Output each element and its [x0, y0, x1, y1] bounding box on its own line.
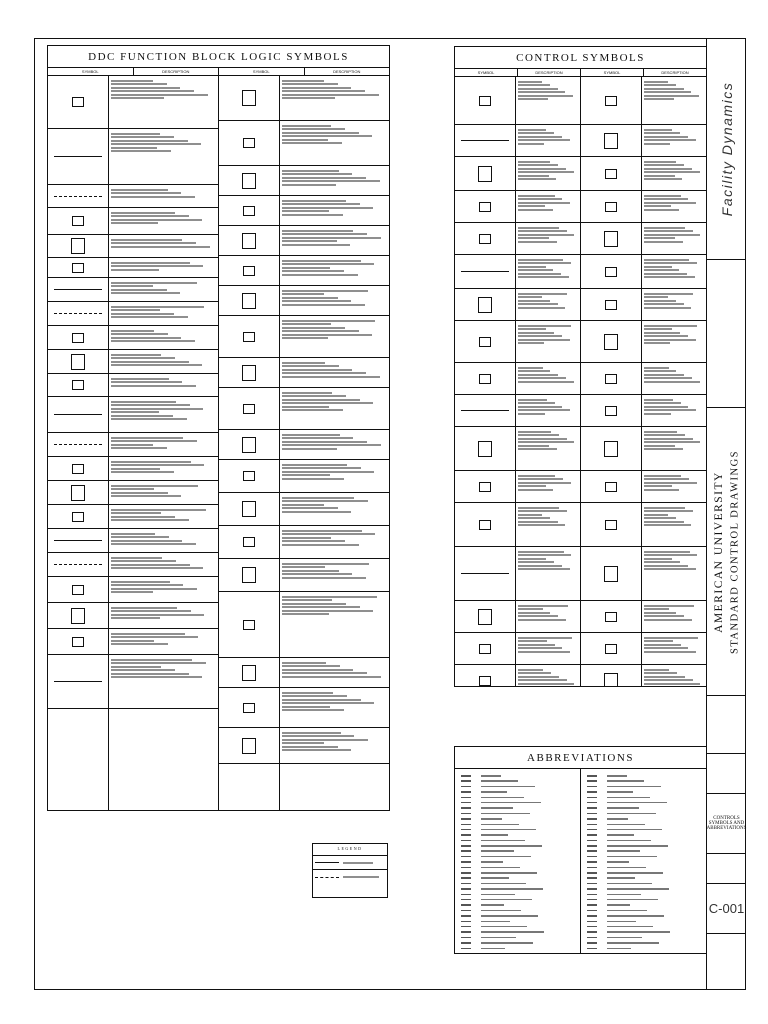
- abbr-row: [587, 946, 700, 951]
- symbol-cell: [581, 665, 641, 687]
- description-cell: [109, 278, 218, 302]
- symbol-cell: [455, 77, 515, 125]
- description-cell: [516, 321, 580, 363]
- col-description-header-2: DESCRIPTION: [333, 69, 361, 74]
- symbol-cell: [581, 547, 641, 601]
- description-cell: [109, 76, 218, 129]
- symbol-cell: [581, 427, 641, 471]
- description-cell: [280, 358, 389, 388]
- symbol-cell: [581, 223, 641, 255]
- symbol-glyph: [54, 289, 102, 290]
- symbol-glyph: [54, 444, 102, 445]
- description-cell: [280, 592, 389, 658]
- symbol-glyph: [243, 404, 255, 414]
- symbol-cell: [455, 125, 515, 157]
- logo-cell: [707, 38, 746, 260]
- description-cell: [642, 395, 706, 427]
- symbol-cell: [581, 321, 641, 363]
- description-cells: [280, 76, 389, 810]
- description-cell: [642, 157, 706, 191]
- description-cell: [109, 185, 218, 208]
- control-panel-title: CONTROL SYMBOLS: [455, 47, 706, 69]
- symbol-glyph: [604, 673, 618, 688]
- symbol-cell: [581, 363, 641, 395]
- symbol-glyph: [604, 133, 618, 149]
- symbol-cell: [455, 191, 515, 223]
- description-cell: [642, 427, 706, 471]
- symbol-glyph: [242, 665, 256, 681]
- symbol-cell: [581, 157, 641, 191]
- symbol-cell: [48, 529, 108, 553]
- symbol-glyph: [54, 156, 102, 157]
- symbol-glyph: [72, 464, 84, 474]
- description-cell: [642, 601, 706, 633]
- description-cell: [109, 397, 218, 433]
- legend-title: LEGEND: [313, 844, 387, 856]
- symbol-glyph: [604, 334, 618, 350]
- description-cell: [280, 286, 389, 316]
- symbol-cell: [48, 433, 108, 457]
- title-block: [706, 38, 746, 990]
- symbol-glyph: [242, 501, 256, 517]
- legend-box: [312, 843, 388, 898]
- description-cell: [280, 526, 389, 559]
- symbol-glyph: [478, 441, 492, 457]
- blank-cell: [707, 260, 746, 408]
- description-cell: [516, 601, 580, 633]
- project-line-2: STANDARD CONTROL DRAWINGS: [729, 449, 740, 654]
- symbol-glyph: [478, 609, 492, 625]
- ddc-symbols-panel: [47, 45, 390, 811]
- description-cell: [109, 433, 218, 457]
- description-cell: [642, 191, 706, 223]
- symbol-cell: [219, 658, 279, 688]
- symbol-glyph: [71, 354, 85, 370]
- symbol-cell: [219, 728, 279, 764]
- col-symbol-header-2: SYMBOL: [581, 69, 644, 76]
- symbol-cells: [219, 76, 280, 810]
- symbol-cell: [48, 258, 108, 278]
- description-cell: [109, 553, 218, 577]
- symbol-cell: [455, 157, 515, 191]
- description-cell: [516, 427, 580, 471]
- symbol-cell: [455, 665, 515, 687]
- symbol-glyph: [242, 90, 256, 106]
- symbol-cell: [48, 457, 108, 481]
- description-cell: [642, 223, 706, 255]
- symbol-cell: [219, 559, 279, 592]
- symbol-glyph: [605, 482, 617, 492]
- description-cell: [516, 125, 580, 157]
- description-cell: [516, 471, 580, 503]
- description-cells: [516, 77, 580, 686]
- description-cell: [516, 191, 580, 223]
- symbol-glyph: [479, 374, 491, 384]
- symbol-glyph: [243, 266, 255, 276]
- symbol-cell: [219, 493, 279, 526]
- col-symbol-header-2: SYMBOL: [219, 68, 305, 75]
- description-cell: [109, 258, 218, 278]
- symbol-cell: [455, 395, 515, 427]
- symbol-glyph: [479, 234, 491, 244]
- company-logo: Facility Dynamics: [718, 81, 735, 216]
- symbol-glyph: [605, 267, 617, 277]
- symbol-cell: [219, 358, 279, 388]
- description-cell: [280, 166, 389, 196]
- symbol-glyph: [243, 332, 255, 342]
- symbol-cell: [455, 471, 515, 503]
- symbol-glyph: [605, 96, 617, 106]
- control-left-column: [455, 77, 581, 686]
- symbol-cell: [48, 302, 108, 326]
- description-cell: [280, 196, 389, 226]
- control-symbols-panel: [454, 46, 707, 687]
- symbol-cell: [48, 76, 108, 129]
- description-cell: [280, 388, 389, 430]
- description-cell: [280, 460, 389, 493]
- description-cell: [280, 121, 389, 166]
- symbol-cell: [581, 395, 641, 427]
- symbol-cell: [455, 427, 515, 471]
- col-symbol-header: SYMBOL: [48, 68, 134, 75]
- description-cell: [516, 503, 580, 547]
- symbol-glyph: [461, 140, 509, 141]
- symbol-cell: [455, 223, 515, 255]
- description-cell: [280, 688, 389, 728]
- symbol-cells: [455, 77, 516, 686]
- symbol-cell: [48, 208, 108, 235]
- symbol-cell: [581, 255, 641, 289]
- sheet-title: CONTROLS SYMBOLS AND ABBREVIATIONS: [706, 816, 747, 831]
- description-cell: [280, 430, 389, 460]
- description-cell: [109, 505, 218, 529]
- symbol-glyph: [605, 644, 617, 654]
- ddc-right-column: [219, 76, 389, 810]
- symbol-cell: [219, 166, 279, 196]
- description-cell: [280, 658, 389, 688]
- symbol-glyph: [604, 231, 618, 247]
- description-cell: [109, 302, 218, 326]
- symbol-glyph: [243, 471, 255, 481]
- scale-cell: [707, 854, 746, 884]
- symbol-cell: [219, 592, 279, 658]
- symbol-glyph: [54, 564, 102, 565]
- description-cell: [280, 493, 389, 526]
- symbol-cell: [219, 388, 279, 430]
- symbol-cell: [48, 655, 108, 709]
- description-cell: [516, 665, 580, 687]
- symbol-glyph: [242, 738, 256, 754]
- abbr-right-column: [581, 769, 706, 953]
- symbol-cell: [219, 121, 279, 166]
- symbol-cell: [455, 601, 515, 633]
- description-cell: [642, 321, 706, 363]
- description-cell: [642, 471, 706, 503]
- description-cell: [109, 603, 218, 629]
- description-cells: [642, 77, 706, 686]
- col-description-header: DESCRIPTION: [518, 69, 581, 76]
- col-symbol-header: SYMBOL: [455, 69, 518, 76]
- ddc-panel-title: DDC FUNCTION BLOCK LOGIC SYMBOLS: [48, 46, 389, 68]
- symbol-cell: [48, 505, 108, 529]
- symbol-glyph: [478, 297, 492, 313]
- symbol-cell: [48, 629, 108, 655]
- description-cell: [280, 559, 389, 592]
- symbol-glyph: [479, 520, 491, 530]
- symbol-cell: [455, 255, 515, 289]
- symbol-glyph: [605, 300, 617, 310]
- symbol-glyph: [604, 566, 618, 582]
- description-cell: [516, 633, 580, 665]
- symbol-glyph: [54, 414, 102, 415]
- col-description-header-2: DESCRIPTION: [661, 70, 689, 75]
- symbol-cell: [48, 481, 108, 505]
- description-cell: [516, 223, 580, 255]
- description-cell: [516, 363, 580, 395]
- symbol-cell: [219, 196, 279, 226]
- symbol-cell: [48, 129, 108, 185]
- symbol-glyph: [242, 173, 256, 189]
- description-cell: [109, 374, 218, 397]
- symbol-cell: [48, 603, 108, 629]
- symbol-glyph: [478, 166, 492, 182]
- abbreviations-panel: [454, 746, 707, 954]
- symbol-cell: [48, 235, 108, 258]
- symbol-cell: [581, 191, 641, 223]
- symbol-cell: [581, 471, 641, 503]
- description-cell: [109, 350, 218, 374]
- symbol-glyph: [71, 608, 85, 624]
- symbol-glyph: [461, 410, 509, 411]
- symbol-glyph: [72, 333, 84, 343]
- description-cell: [642, 503, 706, 547]
- symbol-glyph: [479, 676, 491, 686]
- symbol-cell: [48, 350, 108, 374]
- ddc-left-column: [48, 76, 219, 810]
- symbol-glyph: [72, 263, 84, 273]
- symbol-glyph: [72, 380, 84, 390]
- ddc-column-headers: [48, 68, 389, 76]
- symbol-glyph: [54, 540, 102, 541]
- legend-row-1: [313, 856, 387, 870]
- symbol-cell: [581, 125, 641, 157]
- symbol-glyph: [243, 703, 255, 713]
- symbol-cell: [219, 526, 279, 559]
- symbol-glyph: [54, 681, 102, 682]
- symbol-glyph: [72, 97, 84, 107]
- symbol-cell: [581, 633, 641, 665]
- symbol-glyph: [72, 585, 84, 595]
- description-cell: [516, 395, 580, 427]
- abbr-panel-title: ABBREVIATIONS: [455, 747, 706, 769]
- description-cell: [642, 547, 706, 601]
- sheet-title-cell: [707, 794, 746, 854]
- symbol-cell: [48, 185, 108, 208]
- symbol-glyph: [242, 437, 256, 453]
- description-cell: [642, 125, 706, 157]
- description-cell: [109, 529, 218, 553]
- symbol-cell: [581, 601, 641, 633]
- project-name-cell: [707, 408, 746, 696]
- symbol-cell: [455, 321, 515, 363]
- symbol-cell: [48, 278, 108, 302]
- description-cell: [109, 577, 218, 603]
- symbol-glyph: [479, 96, 491, 106]
- symbol-glyph: [479, 482, 491, 492]
- symbol-cell: [455, 547, 515, 601]
- description-cell: [280, 728, 389, 764]
- symbol-cell: [581, 289, 641, 321]
- description-cell: [642, 665, 706, 687]
- description-cell: [109, 655, 218, 709]
- legend-row-2: [313, 870, 387, 884]
- symbol-glyph: [605, 406, 617, 416]
- symbol-glyph: [461, 573, 509, 574]
- description-cell: [516, 547, 580, 601]
- control-right-column: [581, 77, 706, 686]
- symbol-cells: [48, 76, 109, 810]
- symbol-glyph: [54, 196, 102, 197]
- symbol-glyph: [605, 202, 617, 212]
- description-cells: [109, 76, 218, 810]
- symbol-glyph: [605, 169, 617, 179]
- symbol-glyph: [242, 365, 256, 381]
- description-cell: [516, 77, 580, 125]
- description-cell: [642, 289, 706, 321]
- symbol-glyph: [242, 233, 256, 249]
- symbol-cell: [219, 316, 279, 358]
- symbol-cell: [581, 503, 641, 547]
- symbol-glyph: [461, 271, 509, 272]
- symbol-glyph: [479, 337, 491, 347]
- symbol-glyph: [72, 512, 84, 522]
- symbol-glyph: [604, 441, 618, 457]
- symbol-cell: [455, 633, 515, 665]
- symbol-glyph: [605, 520, 617, 530]
- control-column-headers: [455, 69, 706, 77]
- description-cell: [516, 289, 580, 321]
- symbol-cell: [219, 430, 279, 460]
- symbol-glyph: [242, 567, 256, 583]
- description-cell: [280, 256, 389, 286]
- abbr-left-column: [455, 769, 581, 953]
- description-cell: [109, 629, 218, 655]
- description-cell: [109, 129, 218, 185]
- symbol-glyph: [72, 637, 84, 647]
- symbol-cell: [219, 688, 279, 728]
- description-cell: [109, 208, 218, 235]
- symbol-glyph: [243, 138, 255, 148]
- revision-cell: [707, 696, 746, 754]
- symbol-cell: [219, 256, 279, 286]
- description-cell: [280, 226, 389, 256]
- symbol-glyph: [242, 293, 256, 309]
- symbol-glyph: [71, 485, 85, 501]
- description-cell: [642, 633, 706, 665]
- symbol-glyph: [71, 238, 85, 254]
- sheet-number: C-001: [708, 901, 745, 916]
- sheet-number-cell: [707, 884, 746, 934]
- abbr-row: [461, 946, 574, 951]
- description-cell: [516, 255, 580, 289]
- description-cell: [280, 316, 389, 358]
- symbol-glyph: [605, 374, 617, 384]
- symbol-cell: [219, 286, 279, 316]
- symbol-cell: [48, 397, 108, 433]
- description-cell: [642, 363, 706, 395]
- dwg-info-cell: [707, 754, 746, 794]
- symbol-glyph: [479, 202, 491, 212]
- symbol-glyph: [243, 620, 255, 630]
- symbol-cell: [48, 577, 108, 603]
- symbol-cell: [455, 363, 515, 395]
- symbol-cell: [219, 226, 279, 256]
- symbol-cell: [48, 553, 108, 577]
- symbol-cell: [219, 76, 279, 121]
- symbol-glyph: [54, 313, 102, 314]
- symbol-cell: [48, 326, 108, 350]
- symbol-cells: [581, 77, 642, 686]
- symbol-cell: [455, 503, 515, 547]
- description-cell: [280, 76, 389, 121]
- symbol-cell: [455, 289, 515, 321]
- description-cell: [516, 157, 580, 191]
- symbol-glyph: [605, 612, 617, 622]
- description-cell: [642, 77, 706, 125]
- description-cell: [642, 255, 706, 289]
- symbol-glyph: [72, 216, 84, 226]
- col-description-header: DESCRIPTION: [134, 68, 220, 75]
- symbol-cell: [581, 77, 641, 125]
- symbol-glyph: [243, 206, 255, 216]
- symbol-glyph: [243, 537, 255, 547]
- description-cell: [109, 457, 218, 481]
- symbol-glyph: [479, 644, 491, 654]
- project-line-1: AMERICAN UNIVERSITY: [712, 470, 725, 633]
- symbol-cell: [48, 374, 108, 397]
- description-cell: [109, 235, 218, 258]
- symbol-cell: [219, 460, 279, 493]
- description-cell: [109, 481, 218, 505]
- description-cell: [109, 326, 218, 350]
